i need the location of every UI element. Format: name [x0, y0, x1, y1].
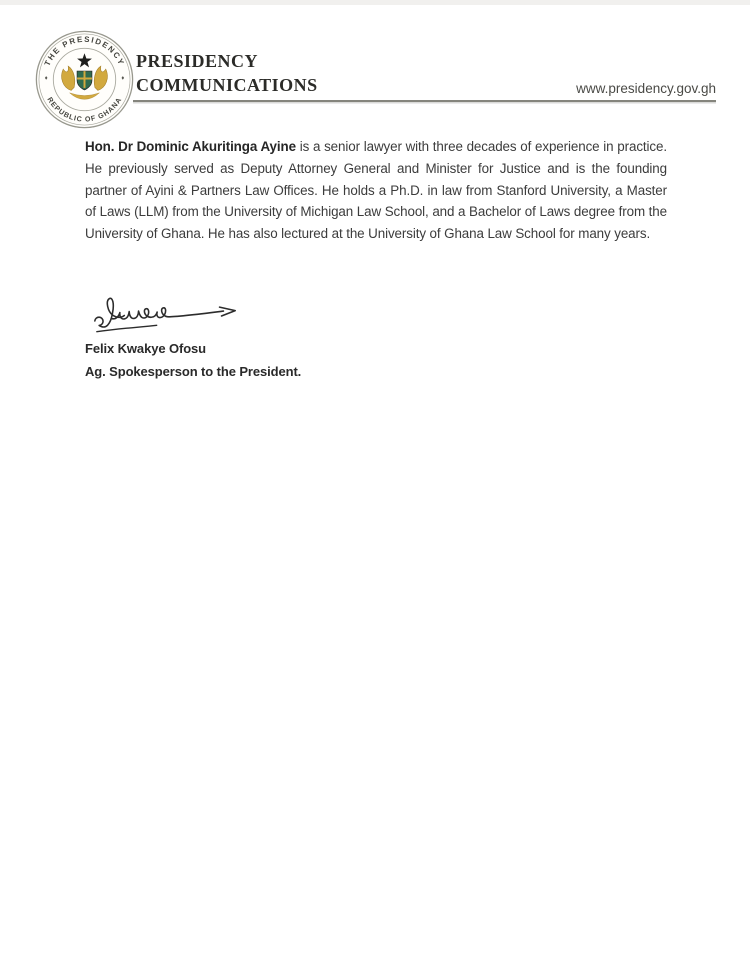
scan-edge — [0, 0, 750, 5]
paragraph-text: is a senior lawyer with three decades of experience in practice. He previously served as Deputy Attorney General and Minister for Justice and is the founding partner of Ayini & Partners Law Offices. He holds a Ph.D. in law from Stanford University, a Master of Laws (LLM) from the University of Michigan Law School, and a Bachelor of Laws degree from the University of Ghana. He has also lectured at the University of Ghana Law School for many years. — [85, 139, 667, 242]
signature-scrawl — [95, 298, 224, 327]
masthead-line2: COMMUNICATIONS — [136, 74, 318, 95]
signoff-name: Felix Kwakye Ofosu — [85, 341, 207, 356]
seal-bottom-text: REPUBLIC OF GHANA — [45, 95, 124, 124]
signoff-block — [85, 337, 301, 383]
signature-image — [86, 291, 248, 341]
masthead-title — [136, 50, 318, 97]
website-url: www.presidency.gov.gh — [576, 81, 716, 96]
presidential-seal-logo — [35, 30, 134, 129]
masthead-line1: PRESIDENCY — [136, 51, 259, 71]
header-rule — [133, 100, 716, 102]
seal-top-text: THE PRESIDENCY — [42, 34, 127, 68]
signoff-role: Ag. Spokesperson to the President. — [85, 364, 302, 379]
person-name: Hon. Dr Dominic Akuritinga Ayine — [85, 139, 296, 154]
body-paragraph — [85, 136, 667, 245]
